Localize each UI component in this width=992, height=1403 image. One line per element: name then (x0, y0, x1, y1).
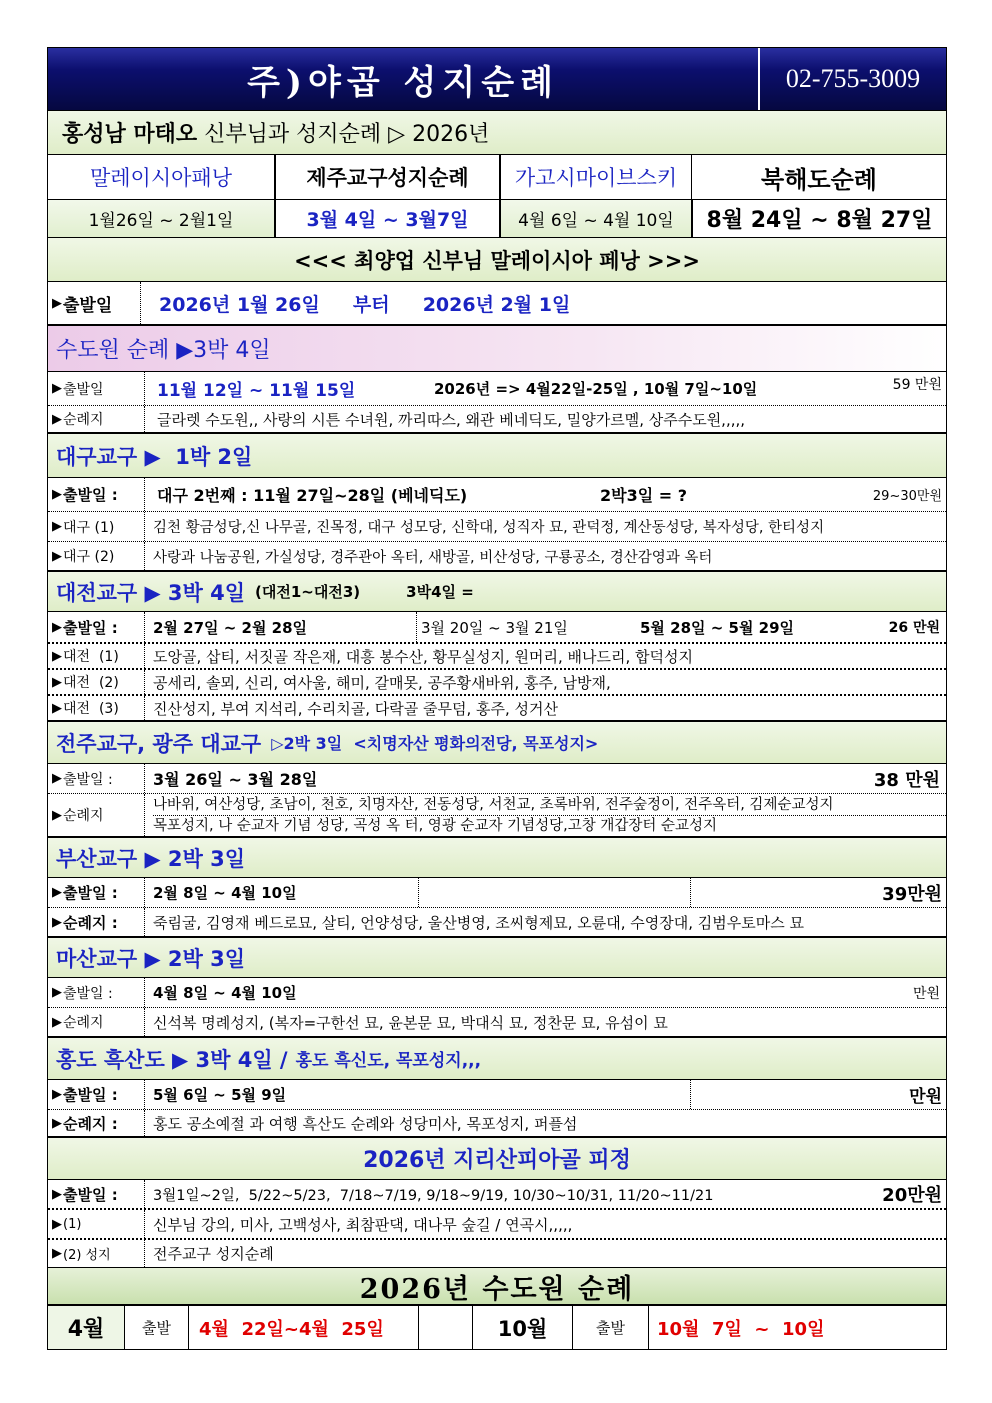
destination-dates-kagoshima: 4월 6일 ~ 4월 10일 (499, 200, 691, 237)
daejeon-route-row-3 (48, 696, 946, 722)
daegu-route-row-2 (48, 542, 946, 572)
suwon-depart-extra: 2026년 => 4월22일-25일 , 10월 7일~10일 (434, 380, 758, 398)
title-bar (48, 48, 946, 110)
jeonju-heading-row (48, 722, 946, 764)
daegu-heading: 대구교구 ▶ 1박 2일 (56, 444, 253, 469)
jirisan-depart-row (48, 1180, 946, 1210)
destination-name-kagoshima: 가고시마이브스키 (499, 155, 691, 199)
daejeon-route-row-1 (48, 644, 946, 670)
busan-price: 39만원 (690, 878, 946, 907)
hongdo-depart-row (48, 1080, 946, 1110)
busan-heading-row (48, 838, 946, 878)
suwon-route-label: ▶ 순례지 (48, 406, 144, 432)
hongdo-heading: 홍도 흑산도 ▶ 3박 4일 / (56, 1047, 288, 1072)
daejeon-depart-label: ▶ 출발일 : (48, 612, 144, 642)
penang-depart-label: ▶ 출발일 (48, 282, 140, 324)
footer-heading-row (48, 1268, 946, 1306)
daegu-route-label-2: ▶ 대구 (2) (48, 542, 144, 570)
intro-text: 신부님과 성지순례 ▷ 2026년 (204, 122, 490, 147)
busan-route-text: 죽림굴, 김영재 베드로묘, 살티, 언양성당, 울산병영, 조씨형제묘, 오륜대, 수영장대, 김범우토마스 묘 (144, 908, 946, 936)
masan-heading-row (48, 938, 946, 978)
suwon-depart-dates: 11월 12일 ~ 11월 15일 (144, 372, 424, 405)
daejeon-route-text-2: 공세리, 솔뫼, 신리, 여사울, 해미, 갈매못, 공주황새바위, 홍주, 남방재, (144, 670, 946, 694)
jeonju-depart-text: 3월 26일 ~ 3월 28일 (144, 764, 544, 793)
daegu-depart-text: 대구 2번째 : 11월 27일~28일 (베네딕도) (144, 478, 584, 511)
daejeon-depart-date-3: 5월 28일 ~ 5월 29일 (640, 618, 795, 637)
masan-depart-row (48, 978, 946, 1008)
jirisan-row-label-2: ▶ (2) 성지 (48, 1240, 144, 1267)
brochure-page (47, 47, 947, 1350)
hongdo-price: 만원 (690, 1080, 946, 1109)
destination-name-penang: 말레이시아패낭 (89, 166, 232, 190)
penang-banner-text: <<< 최양업 신부님 말레이시아 페낭 >>> (294, 248, 700, 273)
hongdo-heading-sub: 홍도 흑신도, 목포성지,,, (295, 1051, 482, 1071)
jirisan-depart-label: ▶ 출발일 : (48, 1180, 144, 1208)
jirisan-row-text-1: 신부님 강의, 미사, 고백성사, 최참판댁, 대나무 숲길 / 연곡시,,,,, (144, 1210, 946, 1238)
daejeon-heading-sub: (대전1~대전3) (255, 583, 361, 601)
daejeon-route-label-3: ▶ 대전 (3) (48, 696, 144, 720)
daejeon-heading-extra: 3박4일 = (406, 583, 474, 601)
footer-month-1: 4월 (48, 1306, 124, 1349)
suwon-depart-row (48, 372, 946, 406)
daejeon-route-text-1: 도앙골, 삽티, 서짓골 작은재, 대흥 봉수산, 황무실성지, 원머리, 배나드리, 합덕성지 (144, 644, 946, 668)
suwon-route-text: 글라렛 수도원,, 사랑의 시튼 수녀원, 까리따스, 왜관 베네딕도, 밀양가르멜, 상주수도원,,,,, (144, 406, 946, 432)
daegu-route-text-2: 사랑과 나눔공원, 가실성당, 경주관아 옥터, 새방골, 비산성당, 구룡공소, 경산감영과 옥터 (144, 542, 946, 570)
footer-dates-1: 4월 22일~4월 25일 (188, 1306, 418, 1349)
destination-name-hokkaido: 북해도순례 (691, 155, 946, 199)
hongdo-route-row (48, 1110, 946, 1138)
suwon-heading: 수도원 순례 ▶3박 4일 (56, 338, 271, 363)
jirisan-heading: 2026년 지리산피아골 피정 (363, 1148, 631, 1173)
jeonju-price: 38 만원 (873, 769, 940, 791)
busan-depart-row (48, 878, 946, 908)
hongdo-depart-label: ▶ 출발일 : (48, 1080, 144, 1109)
jeonju-depart-label: ▶ 출발일 : (48, 764, 144, 793)
daejeon-price: 26 만원 (888, 620, 940, 636)
footer-depart-label-1: 출발 (124, 1306, 188, 1349)
hongdo-route-text: 홍도 공소예절 과 여행 흑산도 순례와 성당미사, 목포성지, 퍼플섬 (144, 1110, 946, 1136)
masan-route-label: ▶ 순례지 (48, 1008, 144, 1036)
suwon-price: 59 만원 (892, 377, 942, 393)
jeonju-heading-sub: ▷2박 3일 <치명자산 평화의전당, 목포성지> (271, 734, 599, 753)
daegu-price: 29~30만원 (872, 489, 942, 504)
destination-names (48, 154, 946, 200)
jirisan-row-label-1: ▶ (1) (48, 1210, 144, 1238)
destination-dates (48, 200, 946, 238)
phone-number[interactable]: 02-755-3009 (758, 48, 946, 110)
daegu-route-row-1 (48, 512, 946, 542)
jeonju-route-row (48, 794, 946, 838)
jirisan-row-1 (48, 1210, 946, 1240)
masan-route-text: 신석복 명례성지, (복자=구한선 묘, 윤본문 묘, 박대식 묘, 정찬문 묘, 유섬이 묘 (144, 1008, 946, 1036)
daejeon-depart-date-2: 3월 20일 ~ 3월 21일 (416, 612, 636, 642)
daejeon-depart-date-1: 2월 27일 ~ 2월 28일 (144, 612, 416, 642)
daejeon-depart-row (48, 612, 946, 644)
daejeon-route-label-2: ▶ 대전 (2) (48, 670, 144, 694)
busan-depart-label: ▶ 출발일 : (48, 878, 144, 907)
daegu-route-text-1: 김천 황금성당,신 나무골, 진목정, 대구 성모당, 신학대, 성직자 묘, 관덕정, 계산동성당, 복자성당, 한티성지 (144, 512, 946, 541)
jirisan-price: 20만원 (882, 1185, 942, 1206)
daejeon-route-label-1: ▶ 대전 (1) (48, 644, 144, 668)
penang-depart-row (48, 282, 946, 326)
daegu-route-label-1: ▶ 대구 (1) (48, 512, 144, 541)
jeonju-route-line-2: 목포성지, 나 순교자 기념 성당, 곡성 옥 터, 영광 순교자 기념성당,고창 개갑장터 순교성지 (153, 815, 946, 836)
masan-route-row (48, 1008, 946, 1038)
jeonju-depart-row (48, 764, 946, 794)
page-title: 주)야곱 성지순례 (247, 62, 559, 103)
suwon-route-row (48, 406, 946, 434)
masan-price: 만원 (912, 985, 940, 1002)
daejeon-heading-row (48, 572, 946, 612)
hongdo-route-label: ▶ 순례지 : (48, 1110, 144, 1136)
hongdo-depart-text: 5월 6일 ~ 5월 9일 (144, 1080, 690, 1109)
masan-depart-label: ▶ 출발일 : (48, 978, 144, 1007)
daegu-depart-label: ▶ 출발일 : (48, 478, 144, 511)
suwon-heading-row (48, 326, 946, 372)
daejeon-heading: 대전교구 ▶ 3박 4일 (56, 580, 246, 605)
busan-route-row (48, 908, 946, 938)
suwon-depart-label: ▶ 출발일 (48, 372, 144, 405)
daegu-depart-row (48, 478, 946, 512)
destination-dates-hokkaido: 8월 24일 ~ 8월 27일 (691, 200, 946, 237)
intro-row (48, 110, 946, 154)
priest-name: 홍성남 마태오 (62, 122, 198, 147)
footer-dates-2: 10월 7일 ~ 10일 (648, 1306, 946, 1349)
masan-heading: 마산교구 ▶ 2박 3일 (56, 946, 246, 971)
destination-dates-penang: 1월26일 ~ 2월1일 (88, 211, 234, 231)
jirisan-heading-row (48, 1138, 946, 1180)
footer-month-2: 10월 (472, 1306, 572, 1349)
jeonju-heading: 전주교구, 광주 대교구 (56, 731, 262, 756)
daejeon-route-row-2 (48, 670, 946, 696)
jirisan-row-text-2: 전주교구 성지순례 (144, 1240, 946, 1267)
penang-banner (48, 238, 946, 282)
destination-dates-jeju: 3월 4일 ~ 3월7일 (274, 200, 499, 237)
jirisan-depart-text: 3월1일~2일, 5/22~5/23, 7/18~7/19, 9/18~9/19, 10/30~10/31, 11/20~11/21 (144, 1180, 864, 1208)
jeonju-route-label: ▶ 순례지 (48, 794, 144, 836)
jirisan-row-2 (48, 1240, 946, 1268)
footer-schedule-row (48, 1306, 946, 1349)
destination-name-jeju: 제주교구성지순례 (274, 155, 499, 199)
hongdo-heading-row (48, 1038, 946, 1080)
jeonju-route-line-1: 나바위, 여산성당, 초남이, 천호, 치명자산, 전동성당, 서천교, 초록바위, 전주숲정이, 전주옥터, 김제순교성지 (153, 796, 834, 813)
footer-heading: 2026년 수도원 순례 (359, 1273, 635, 1304)
busan-heading: 부산교구 ▶ 2박 3일 (56, 846, 246, 871)
masan-depart-text: 4월 8일 ~ 4월 10일 (144, 978, 544, 1007)
daegu-depart-extra: 2박3일 = ? (600, 486, 688, 505)
daejeon-route-text-3: 진산성지, 부여 지석리, 수리치골, 다락골 줄무덤, 홍주, 성거산 (144, 696, 946, 720)
busan-route-label: ▶ 순례지 : (48, 908, 144, 936)
busan-depart-text: 2월 8일 ~ 4월 10일 (144, 878, 418, 907)
penang-depart-text: 2026년 1월 26일 부터 2026년 2월 1일 (140, 282, 946, 324)
footer-depart-label-2: 출발 (572, 1306, 648, 1349)
daegu-heading-row (48, 434, 946, 478)
